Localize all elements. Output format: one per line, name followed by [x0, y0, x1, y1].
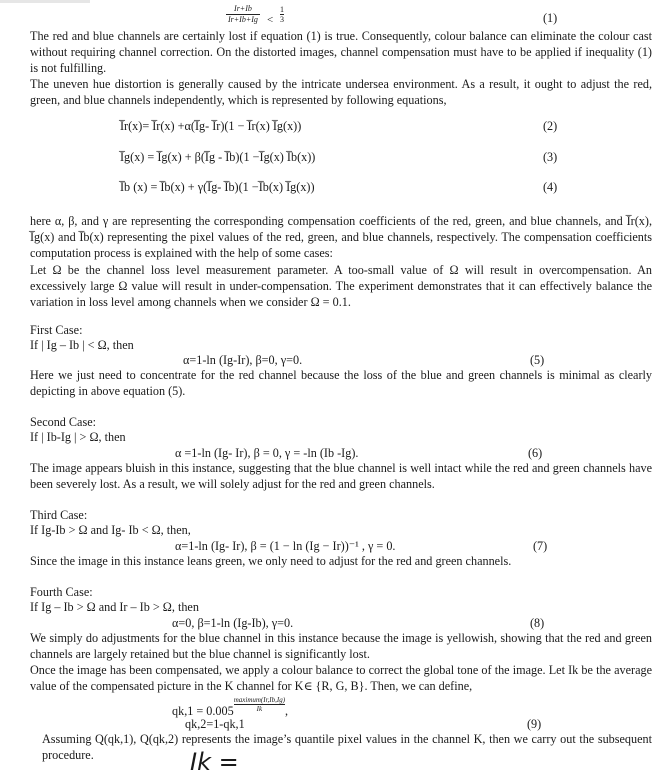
eq1-rhs-den: 3: [280, 15, 284, 24]
eq3-number: (3): [543, 150, 558, 164]
case1-title: First Case:: [30, 323, 83, 337]
eq9-line1-prefix: qk,1 = 0.005: [172, 704, 234, 718]
case2-number: (6): [528, 446, 543, 460]
case3-equation: α=1-ln (Ig- Ir), β = (1 − ln (Ig − Ir))⁻¹ , γ = 0.: [175, 539, 396, 553]
page-top-divider: [0, 0, 90, 3]
case1-condition: If | Ig – Ib | < Ω, then: [30, 338, 134, 352]
case2-description: The image appears bluish in this instance, suggesting that the blue channel is well intact while the red and green channels have been severely lost. As a result, we will solely adjust for the red and green channels.: [30, 461, 652, 491]
eq9-number: (9): [527, 717, 542, 731]
eq4-number: (4): [543, 180, 558, 194]
case4-condition: If Ig – Ib > Ω and Ir – Ib > Ω, then: [30, 600, 199, 614]
eq9-frac-den: Ik: [256, 705, 263, 713]
case4-title: Fourth Case:: [30, 585, 93, 599]
eq9-frac-num: maximum(Ir,Ib,Ig): [233, 696, 286, 704]
eq1-number: (1): [543, 11, 558, 25]
paragraph-hue-distortion: The uneven hue distortion is generally caused by the intricate undersea environment. As a result, it ought to adjust the red, green, and blue channels independently, which is represented by following equations,: [30, 77, 652, 107]
paragraph-omega: Let Ω be the channel loss level measurement parameter. A too-small value of Ω will result in overcompensation. An excessively large Ω value will result in under-compensation. The experiment demonstrates that it can effectively balance the variation in loss level among channels when we consider Ω = 0.1.: [30, 263, 652, 309]
case1-number: (5): [530, 353, 545, 367]
case3-title: Third Case:: [30, 508, 88, 522]
case4-equation: α=0, β=1-ln (Ig-Ib), γ=0.: [172, 616, 294, 630]
eq9-line1-suffix: ,: [285, 704, 289, 718]
eq1-fraction: [226, 4, 260, 25]
eq9-fraction: [234, 696, 285, 713]
eq1-numerator: Ir+Ib: [226, 4, 260, 15]
case2-title: Second Case:: [30, 415, 97, 429]
case3-description: Since the image in this instance leans green, we only need to adjust for the red and green channels.: [30, 554, 512, 568]
paragraph-colour-balance: Once the image has been compensated, we apply a colour balance to correct the global tone of the image. Let Ik be the average value of the compensated picture in the K channel for K∈ {R, G, B}. Then, we can define,: [30, 663, 652, 693]
eq4: I̅b (x) = I̅b(x) + γ(I̅g- I̅b)(1 −I̅b(x) I̅g(x)): [120, 180, 315, 194]
case3-condition: If Ig-Ib > Ω and Ig- Ib < Ω, then,: [30, 523, 191, 537]
case1-equation: α=1-ln (Ig-Ir), β=0, γ=0.: [183, 353, 303, 367]
case4-description: We simply do adjustments for the blue channel in this instance because the image is yellowish, showing that the red and green channels are largely retained but the blue channel is significantly lost.: [30, 631, 652, 661]
eq9-line2: qk,2=1-qk,1: [185, 717, 245, 731]
eq3: I̅g(x) = I̅g(x) + β(I̅g - I̅b)(1 −I̅g(x) I̅b(x)): [120, 150, 316, 164]
paragraph-quantile: Assuming Q(qk,1), Q(qk,2) represents the image’s quantile pixel values in the channel K, then we carry out the subsequent procedure.: [42, 732, 652, 762]
case3-number: (7): [533, 539, 548, 553]
eq1-less-than: <: [267, 14, 274, 26]
eq1-rhs-fraction: [280, 5, 284, 24]
eq10-lhs: Ik =: [190, 748, 239, 776]
case2-equation: α =1-ln (Ig- Ir), β = 0, γ = -ln (Ib -Ig).: [175, 446, 359, 460]
eq1-denominator: Ir+Ib+Ig: [228, 15, 258, 24]
case2-condition: If | Ib-Ig | > Ω, then: [30, 430, 126, 444]
case1-description: Here we just need to concentrate for the red channel because the loss of the blue and green channels is minimal as clearly depicting in above equation (5).: [30, 368, 652, 398]
eq1-rhs-num: 1: [280, 5, 284, 14]
paragraph-coefficients: here α, β, and γ are representing the corresponding compensation coefficients of the red, green, and blue channels, and I̅r(x), I̅g(x) and I̅b(x) representing the pixel values of the red, green, and blue channels, respectively. The compensation coefficients computation process is explained with the help of some cases:: [30, 214, 652, 260]
eq2: I̅r(x)= I̅r(x) +α(I̅g- I̅r)(1 − I̅r(x) I̅g(x)): [120, 119, 302, 133]
eq2-number: (2): [543, 119, 558, 133]
paragraph-colour-loss: The red and blue channels are certainly lost if equation (1) is true. Consequently, colour balance can eliminate the colour cast without requiring channel correction. On the distorted images, channel compensation must have to be applied if inequality (1) is not fulfilling.: [30, 29, 652, 75]
case4-number: (8): [530, 616, 545, 630]
